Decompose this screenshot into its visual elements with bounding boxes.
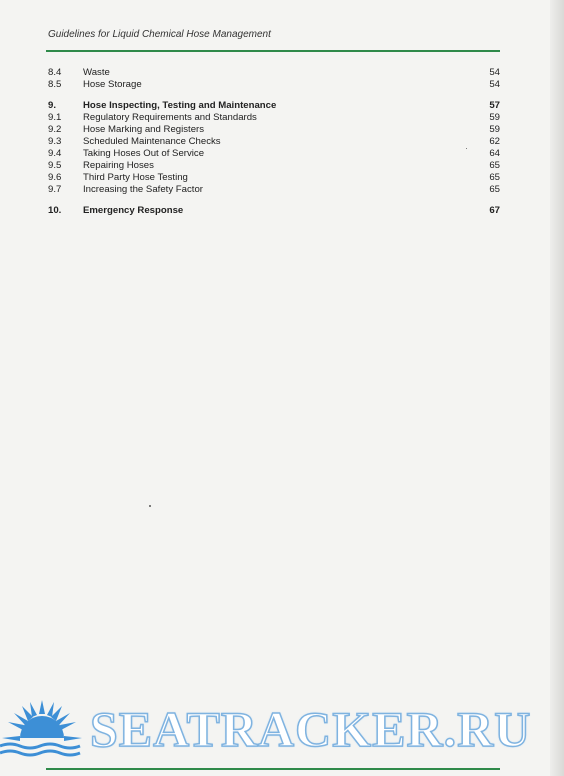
toc-page: 57 [489,100,500,111]
toc-page: 64 [489,148,500,159]
watermark [0,692,564,762]
toc-page: 54 [489,67,500,78]
toc-number: 9.4 [48,148,62,159]
toc-page: 65 [489,184,500,195]
running-header: Guidelines for Liquid Chemical Hose Management [48,29,271,40]
toc-title: Regulatory Requirements and Standards [83,112,257,123]
toc-title: Hose Inspecting, Testing and Maintenance [83,100,277,111]
toc-row[interactable] [48,148,500,160]
toc-page: 62 [489,136,500,147]
toc-row[interactable] [48,67,500,79]
toc-title: Scheduled Maintenance Checks [83,136,221,147]
toc-number: 10. [48,205,62,216]
toc-title: Taking Hoses Out of Service [83,148,205,159]
page-edge [550,0,564,776]
toc-number: 9.3 [48,136,62,147]
toc-number: 9.5 [48,160,62,171]
toc-row[interactable] [48,112,500,124]
toc-title: Third Party Hose Testing [83,172,188,183]
toc-number: 9. [48,100,57,111]
toc-section-row[interactable] [48,205,500,217]
toc-number: 8.5 [48,79,62,90]
toc-page: 54 [489,79,500,90]
toc-title: Waste [83,67,110,78]
toc-title: Repairing Hoses [83,160,154,171]
toc-number: 9.6 [48,172,62,183]
toc-title: Hose Marking and Registers [83,124,205,135]
scan-speck [149,505,151,507]
toc-number: 9.7 [48,184,62,195]
toc-section-row[interactable] [48,100,500,112]
toc-row[interactable] [48,184,500,196]
scan-speck [466,148,467,149]
toc-page: 67 [489,205,500,216]
toc-number: 8.4 [48,67,62,78]
toc-page: 65 [489,172,500,183]
watermark-text: SEATRACKER.RU [90,701,532,757]
header-rule [46,50,500,52]
toc-number: 9.2 [48,124,62,135]
toc-page: 59 [489,112,500,123]
toc-title: Hose Storage [83,79,142,90]
table-of-contents [48,67,500,217]
toc-title: Increasing the Safety Factor [83,184,203,195]
toc-page: 59 [489,124,500,135]
toc-row[interactable] [48,172,500,184]
sun-over-sea-logo-icon [0,692,90,762]
toc-row[interactable] [48,79,500,91]
toc-title: Emergency Response [83,205,184,216]
toc-row[interactable] [48,124,500,136]
toc-row[interactable] [48,160,500,172]
footer-rule [46,768,500,770]
toc-number: 9.1 [48,112,62,123]
toc-row[interactable] [48,136,500,148]
toc-page: 65 [489,160,500,171]
